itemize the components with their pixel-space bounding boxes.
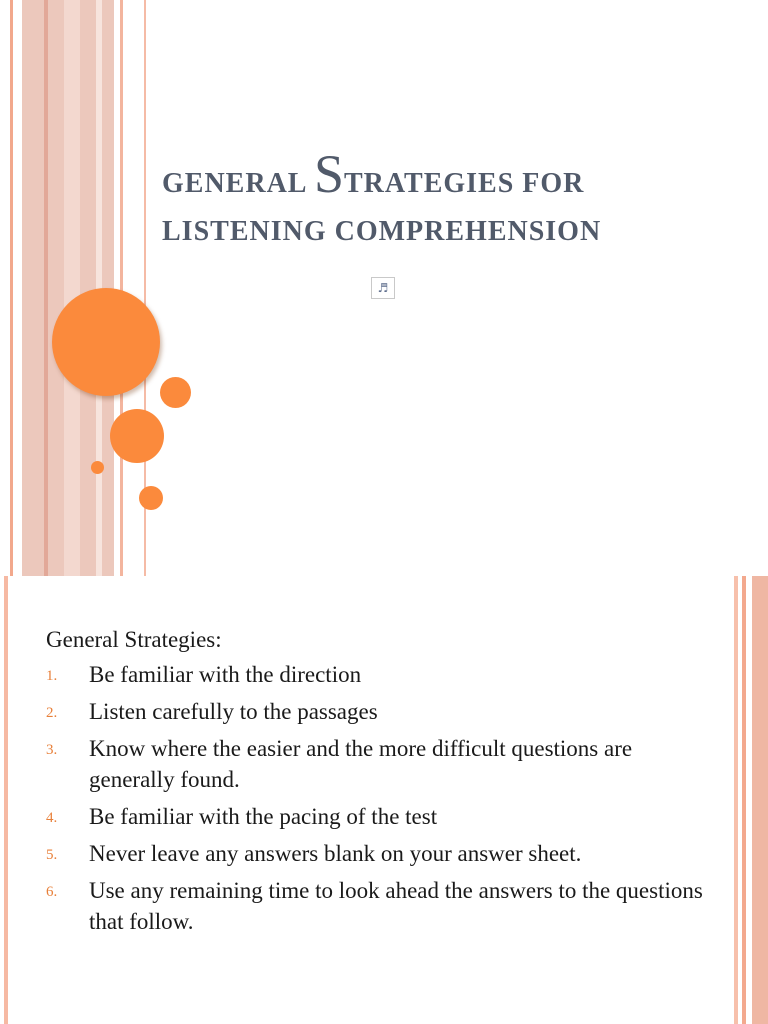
decor-stripe: [44, 0, 48, 576]
content-slide: [0, 576, 768, 1024]
decor-stripe: [64, 0, 80, 576]
list-number: 4.: [46, 810, 58, 826]
decor-circle: [160, 377, 191, 408]
decor-circle: [91, 461, 104, 474]
list-number: 6.: [46, 884, 58, 900]
decor-stripe: [752, 576, 768, 1024]
list-text: Listen carefully to the passages: [89, 699, 378, 724]
list-text: Know where the easier and the more difficult questions are generally found.: [89, 736, 633, 792]
list-item: [46, 659, 706, 690]
list-item: [46, 801, 706, 832]
decor-stripe: [742, 576, 746, 1024]
decor-stripe: [10, 0, 13, 576]
list-text: Use any remaining time to look ahead the answers to the questions that follow.: [89, 878, 703, 934]
list-number: 2.: [46, 705, 58, 721]
slide-title: [162, 144, 752, 254]
list-item: [46, 733, 706, 795]
decor-circle: [139, 486, 163, 510]
decor-stripe: [120, 0, 123, 576]
slide-body: [46, 624, 706, 943]
content-heading: General Strategies:: [46, 627, 222, 652]
decor-stripe: [4, 576, 8, 1024]
list-number: 5.: [46, 847, 58, 863]
list-item: [46, 838, 706, 869]
list-item: [46, 875, 706, 937]
decor-circle: [110, 409, 164, 463]
list-item: [46, 696, 706, 727]
list-text: Never leave any answers blank on your answer sheet.: [89, 841, 582, 866]
title-line-2: LISTENING COMPREHENSION: [162, 216, 602, 247]
list-text: Be familiar with the direction: [89, 662, 362, 687]
list-number: 3.: [46, 742, 58, 758]
decor-stripe: [734, 576, 738, 1024]
title-line-1: GENERAL STRATEGIES FOR: [162, 144, 585, 204]
list-number: 1.: [46, 668, 58, 684]
list-text: Be familiar with the pacing of the test: [89, 804, 438, 829]
audio-icon[interactable]: ♬: [371, 277, 395, 299]
decor-circle-large: [52, 288, 160, 396]
strategy-list: [46, 659, 706, 937]
